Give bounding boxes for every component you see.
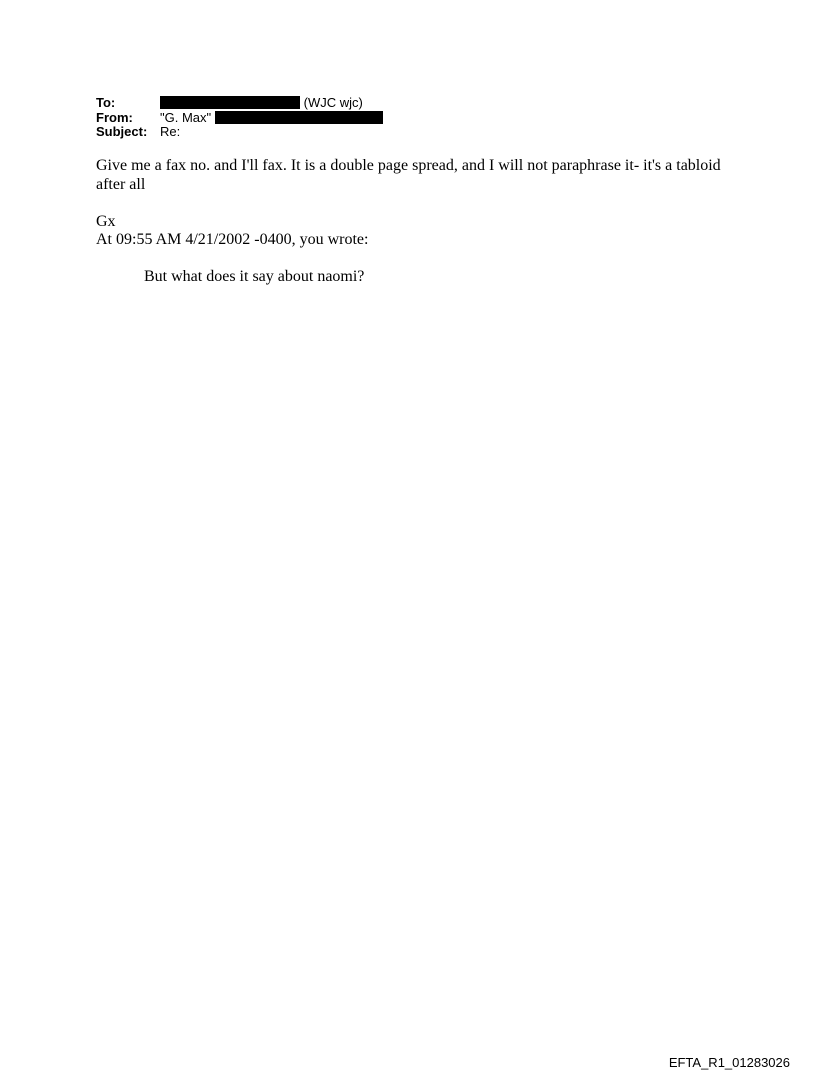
from-value: [160, 111, 383, 126]
quote-intro: At 09:55 AM 4/21/2002 -0400, you wrote:: [96, 231, 369, 248]
message-text: Give me a fax no. and I'll fax. It is a double page spread, and I will not paraphrase it- it's a tabloid after all: [96, 157, 721, 193]
signature: Gx: [96, 212, 116, 230]
to-name: (WJC wjc): [303, 95, 363, 110]
quoted-text: But what does it say about naomi?: [144, 268, 365, 285]
from-label: From:: [96, 109, 133, 125]
to-label: To:: [96, 95, 116, 110]
subject-value: Re:: [160, 124, 181, 139]
redaction-bar: [160, 96, 300, 109]
document-id: EFTA_R1_01283026: [668, 1055, 790, 1070]
redaction-bar: [215, 111, 383, 124]
email-body: [96, 157, 736, 287]
subject-label: Subject:: [96, 124, 148, 139]
from-name: "G. Max": [160, 109, 212, 125]
to-value: [160, 96, 363, 111]
